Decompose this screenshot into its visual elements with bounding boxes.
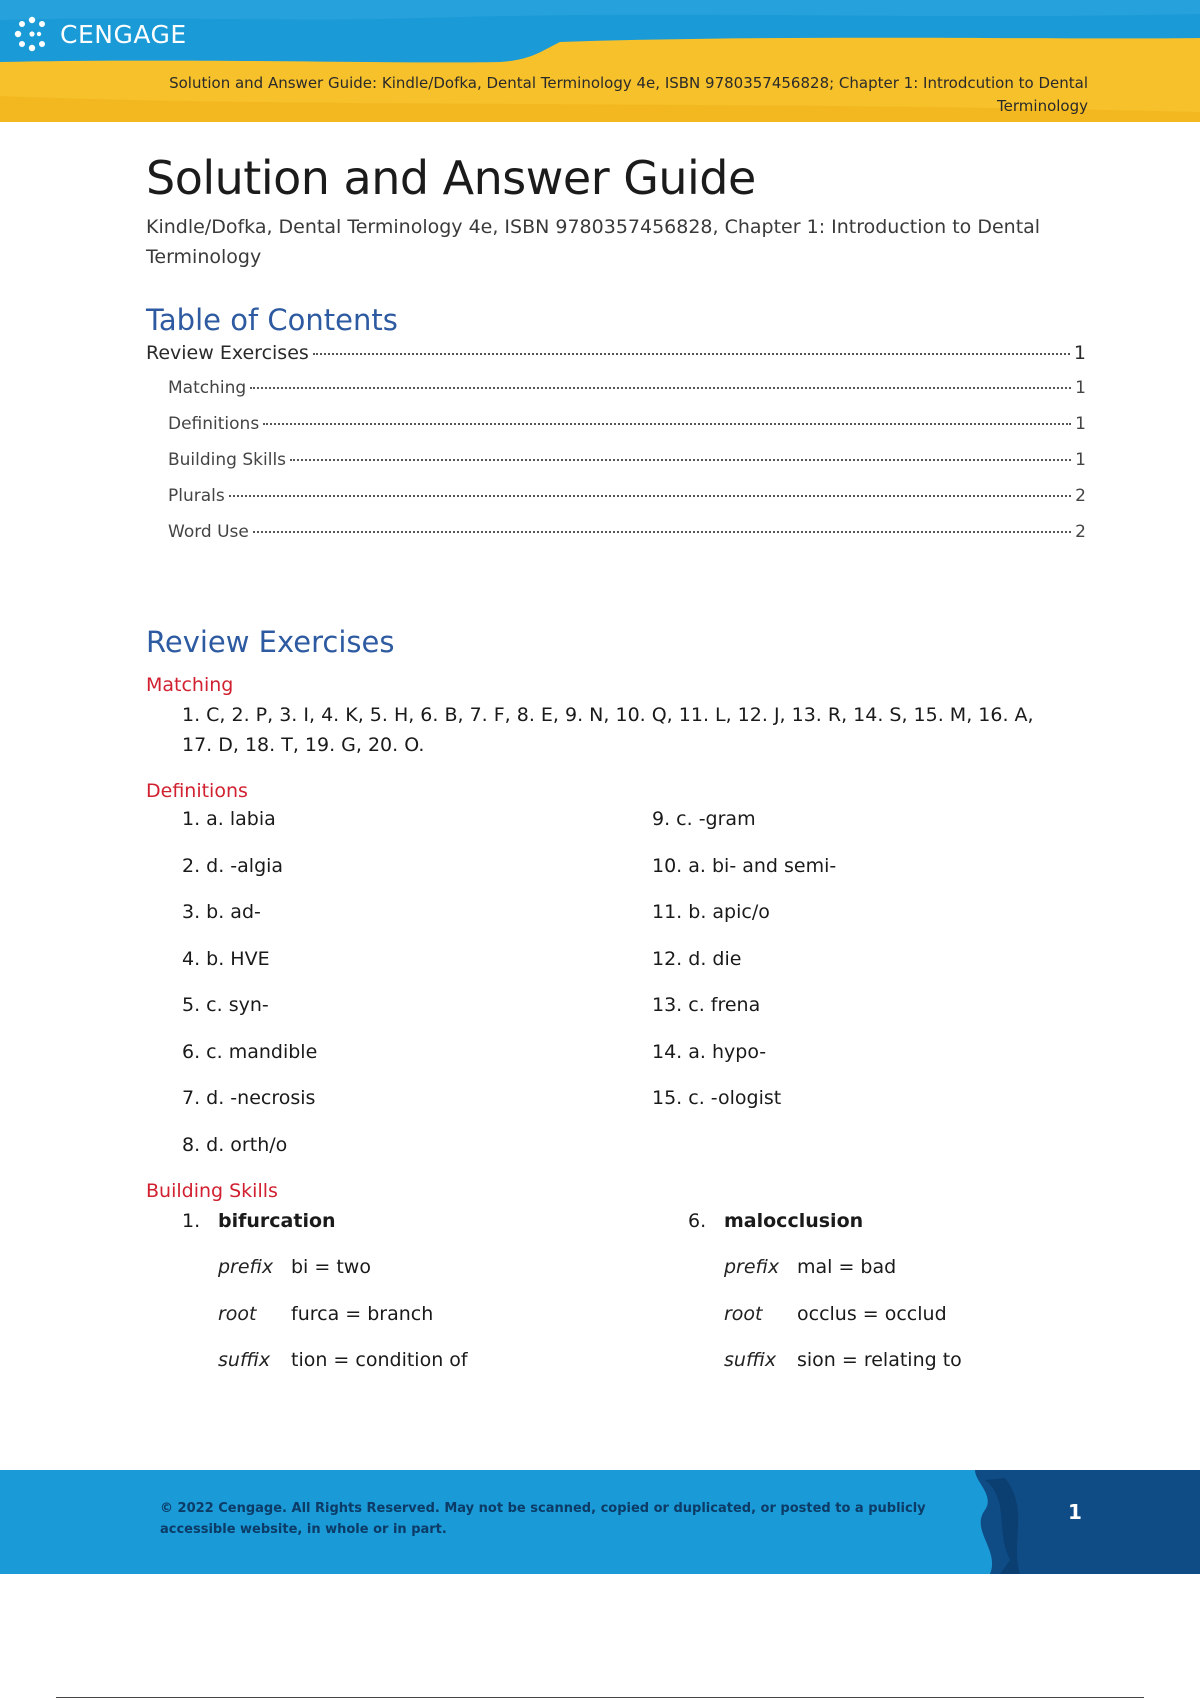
definition-answer: 15. c. -ologist bbox=[652, 1087, 782, 1109]
cengage-dots-icon bbox=[12, 14, 52, 54]
toc-entry-definitions[interactable] bbox=[146, 414, 1086, 450]
page-divider bbox=[56, 1697, 1144, 1698]
word-part-prefix bbox=[182, 1252, 468, 1299]
definition-answer: 14. a. hypo- bbox=[652, 1040, 767, 1063]
definition-answer: 6. c. mandible bbox=[182, 1040, 318, 1063]
header-banner bbox=[0, 0, 1200, 122]
part-label: suffix bbox=[724, 1349, 777, 1371]
definition-answer: 2. d. -algia bbox=[182, 854, 284, 877]
building-skills-term bbox=[182, 1206, 468, 1252]
toc-leader-dots bbox=[250, 387, 1071, 389]
toc-entry-building-skills[interactable] bbox=[146, 450, 1086, 486]
matching-answers-line: 17. D, 18. T, 19. G, 20. O. bbox=[182, 734, 425, 756]
definition-answer: 11. b. apic/o bbox=[652, 901, 770, 923]
toc-entry-label: Building Skills bbox=[168, 450, 287, 470]
toc-leader-dots bbox=[290, 459, 1071, 461]
definition-answer: 12. d. die bbox=[652, 947, 742, 970]
matching-heading: Matching bbox=[146, 674, 234, 696]
building-skills-heading: Building Skills bbox=[146, 1180, 278, 1202]
word-part-suffix bbox=[688, 1345, 962, 1392]
part-label: prefix bbox=[724, 1256, 780, 1278]
definition-answer: 5. c. syn- bbox=[182, 994, 269, 1016]
toc-entry-label: Plurals bbox=[168, 486, 225, 506]
word-part-root bbox=[688, 1299, 962, 1346]
toc-leader-dots bbox=[229, 495, 1071, 497]
building-skills-item bbox=[688, 1206, 962, 1392]
definition-answer: 4. b. HVE bbox=[182, 947, 270, 970]
definition-answer: 13. c. frena bbox=[652, 994, 761, 1016]
toc-entry-label: Word Use bbox=[168, 522, 249, 542]
running-head: Solution and Answer Guide: Kindle/Dofka, Dental Terminology 4e, ISBN 9780357456828; Chapter 1: Introdcution to Dental Terminology bbox=[169, 74, 1088, 115]
item-number: 6. bbox=[688, 1210, 707, 1232]
definitions-left-column bbox=[182, 804, 317, 1176]
building-skills-term bbox=[688, 1206, 962, 1252]
page-title: Solution and Answer Guide bbox=[146, 151, 756, 205]
definitions-right-column bbox=[652, 804, 836, 1130]
definition-answer: 3. b. ad- bbox=[182, 901, 261, 923]
term-word: malocclusion bbox=[724, 1210, 864, 1232]
toc-entry-word-use[interactable] bbox=[146, 522, 1086, 558]
matching-answers bbox=[182, 700, 1082, 760]
definition-answer: 8. d. orth/o bbox=[182, 1133, 288, 1156]
toc-leader-dots bbox=[253, 531, 1071, 533]
toc-heading: Table of Contents bbox=[146, 303, 398, 337]
table-of-contents bbox=[146, 342, 1086, 558]
brand-name: CENGAGE bbox=[60, 19, 187, 49]
toc-entry-page: 1 bbox=[1073, 342, 1086, 364]
toc-entry-matching[interactable] bbox=[146, 378, 1086, 414]
copyright-notice: © 2022 Cengage. All Rights Reserved. May not be scanned, copied or duplicated, or posted to a publicly accessible website, in whole or in part. bbox=[160, 1501, 926, 1537]
footer-banner bbox=[0, 1470, 1200, 1574]
toc-entry-review-exercises[interactable] bbox=[146, 342, 1086, 378]
page-subtitle: Kindle/Dofka, Dental Terminology 4e, ISBN 9780357456828, Chapter 1: Introduction to Dental Terminology bbox=[146, 216, 1041, 268]
definition-answer: 7. d. -necrosis bbox=[182, 1087, 316, 1109]
definition-answer: 9. c. -gram bbox=[652, 808, 756, 830]
part-value: bi = two bbox=[291, 1256, 371, 1278]
matching-answers-line: 1. C, 2. P, 3. I, 4. K, 5. H, 6. B, 7. F, 8. E, 9. N, 10. Q, 11. L, 12. J, 13. R, 14. S, 15. M, 16. A, bbox=[182, 704, 1034, 726]
definition-answer: 10. a. bi- and semi- bbox=[652, 854, 837, 877]
cengage-logo bbox=[12, 14, 187, 54]
toc-entry-label: Definitions bbox=[168, 414, 260, 434]
word-part-prefix bbox=[688, 1252, 962, 1299]
item-number: 1. bbox=[182, 1210, 201, 1232]
part-value: occlus = occlud bbox=[797, 1302, 947, 1325]
definitions-heading: Definitions bbox=[146, 780, 248, 802]
toc-entry-label: Matching bbox=[168, 378, 247, 398]
toc-entry-page: 1 bbox=[1075, 450, 1086, 470]
word-part-suffix bbox=[182, 1345, 468, 1392]
building-skills-item bbox=[182, 1206, 468, 1392]
review-exercises-heading: Review Exercises bbox=[146, 625, 395, 659]
part-value: furca = branch bbox=[291, 1302, 434, 1325]
term-word: bifurcation bbox=[218, 1210, 336, 1232]
toc-entry-page: 2 bbox=[1075, 522, 1086, 542]
part-label: root bbox=[724, 1302, 763, 1325]
part-label: root bbox=[218, 1302, 257, 1325]
toc-entry-page: 1 bbox=[1075, 414, 1086, 434]
toc-entry-plurals[interactable] bbox=[146, 486, 1086, 522]
part-label: prefix bbox=[218, 1256, 274, 1278]
toc-entry-page: 2 bbox=[1075, 486, 1086, 506]
definition-answer: 1. a. labia bbox=[182, 808, 276, 830]
toc-leader-dots bbox=[313, 353, 1070, 355]
page-number: 1 bbox=[1068, 1500, 1082, 1524]
part-value: sion = relating to bbox=[797, 1349, 962, 1371]
toc-entry-page: 1 bbox=[1075, 378, 1086, 398]
part-label: suffix bbox=[218, 1349, 271, 1371]
part-value: mal = bad bbox=[797, 1256, 897, 1278]
toc-entry-label: Review Exercises bbox=[146, 342, 309, 364]
word-part-root bbox=[182, 1299, 468, 1346]
part-value: tion = condition of bbox=[291, 1349, 468, 1371]
page-content bbox=[146, 150, 1090, 1371]
toc-leader-dots bbox=[263, 423, 1071, 425]
